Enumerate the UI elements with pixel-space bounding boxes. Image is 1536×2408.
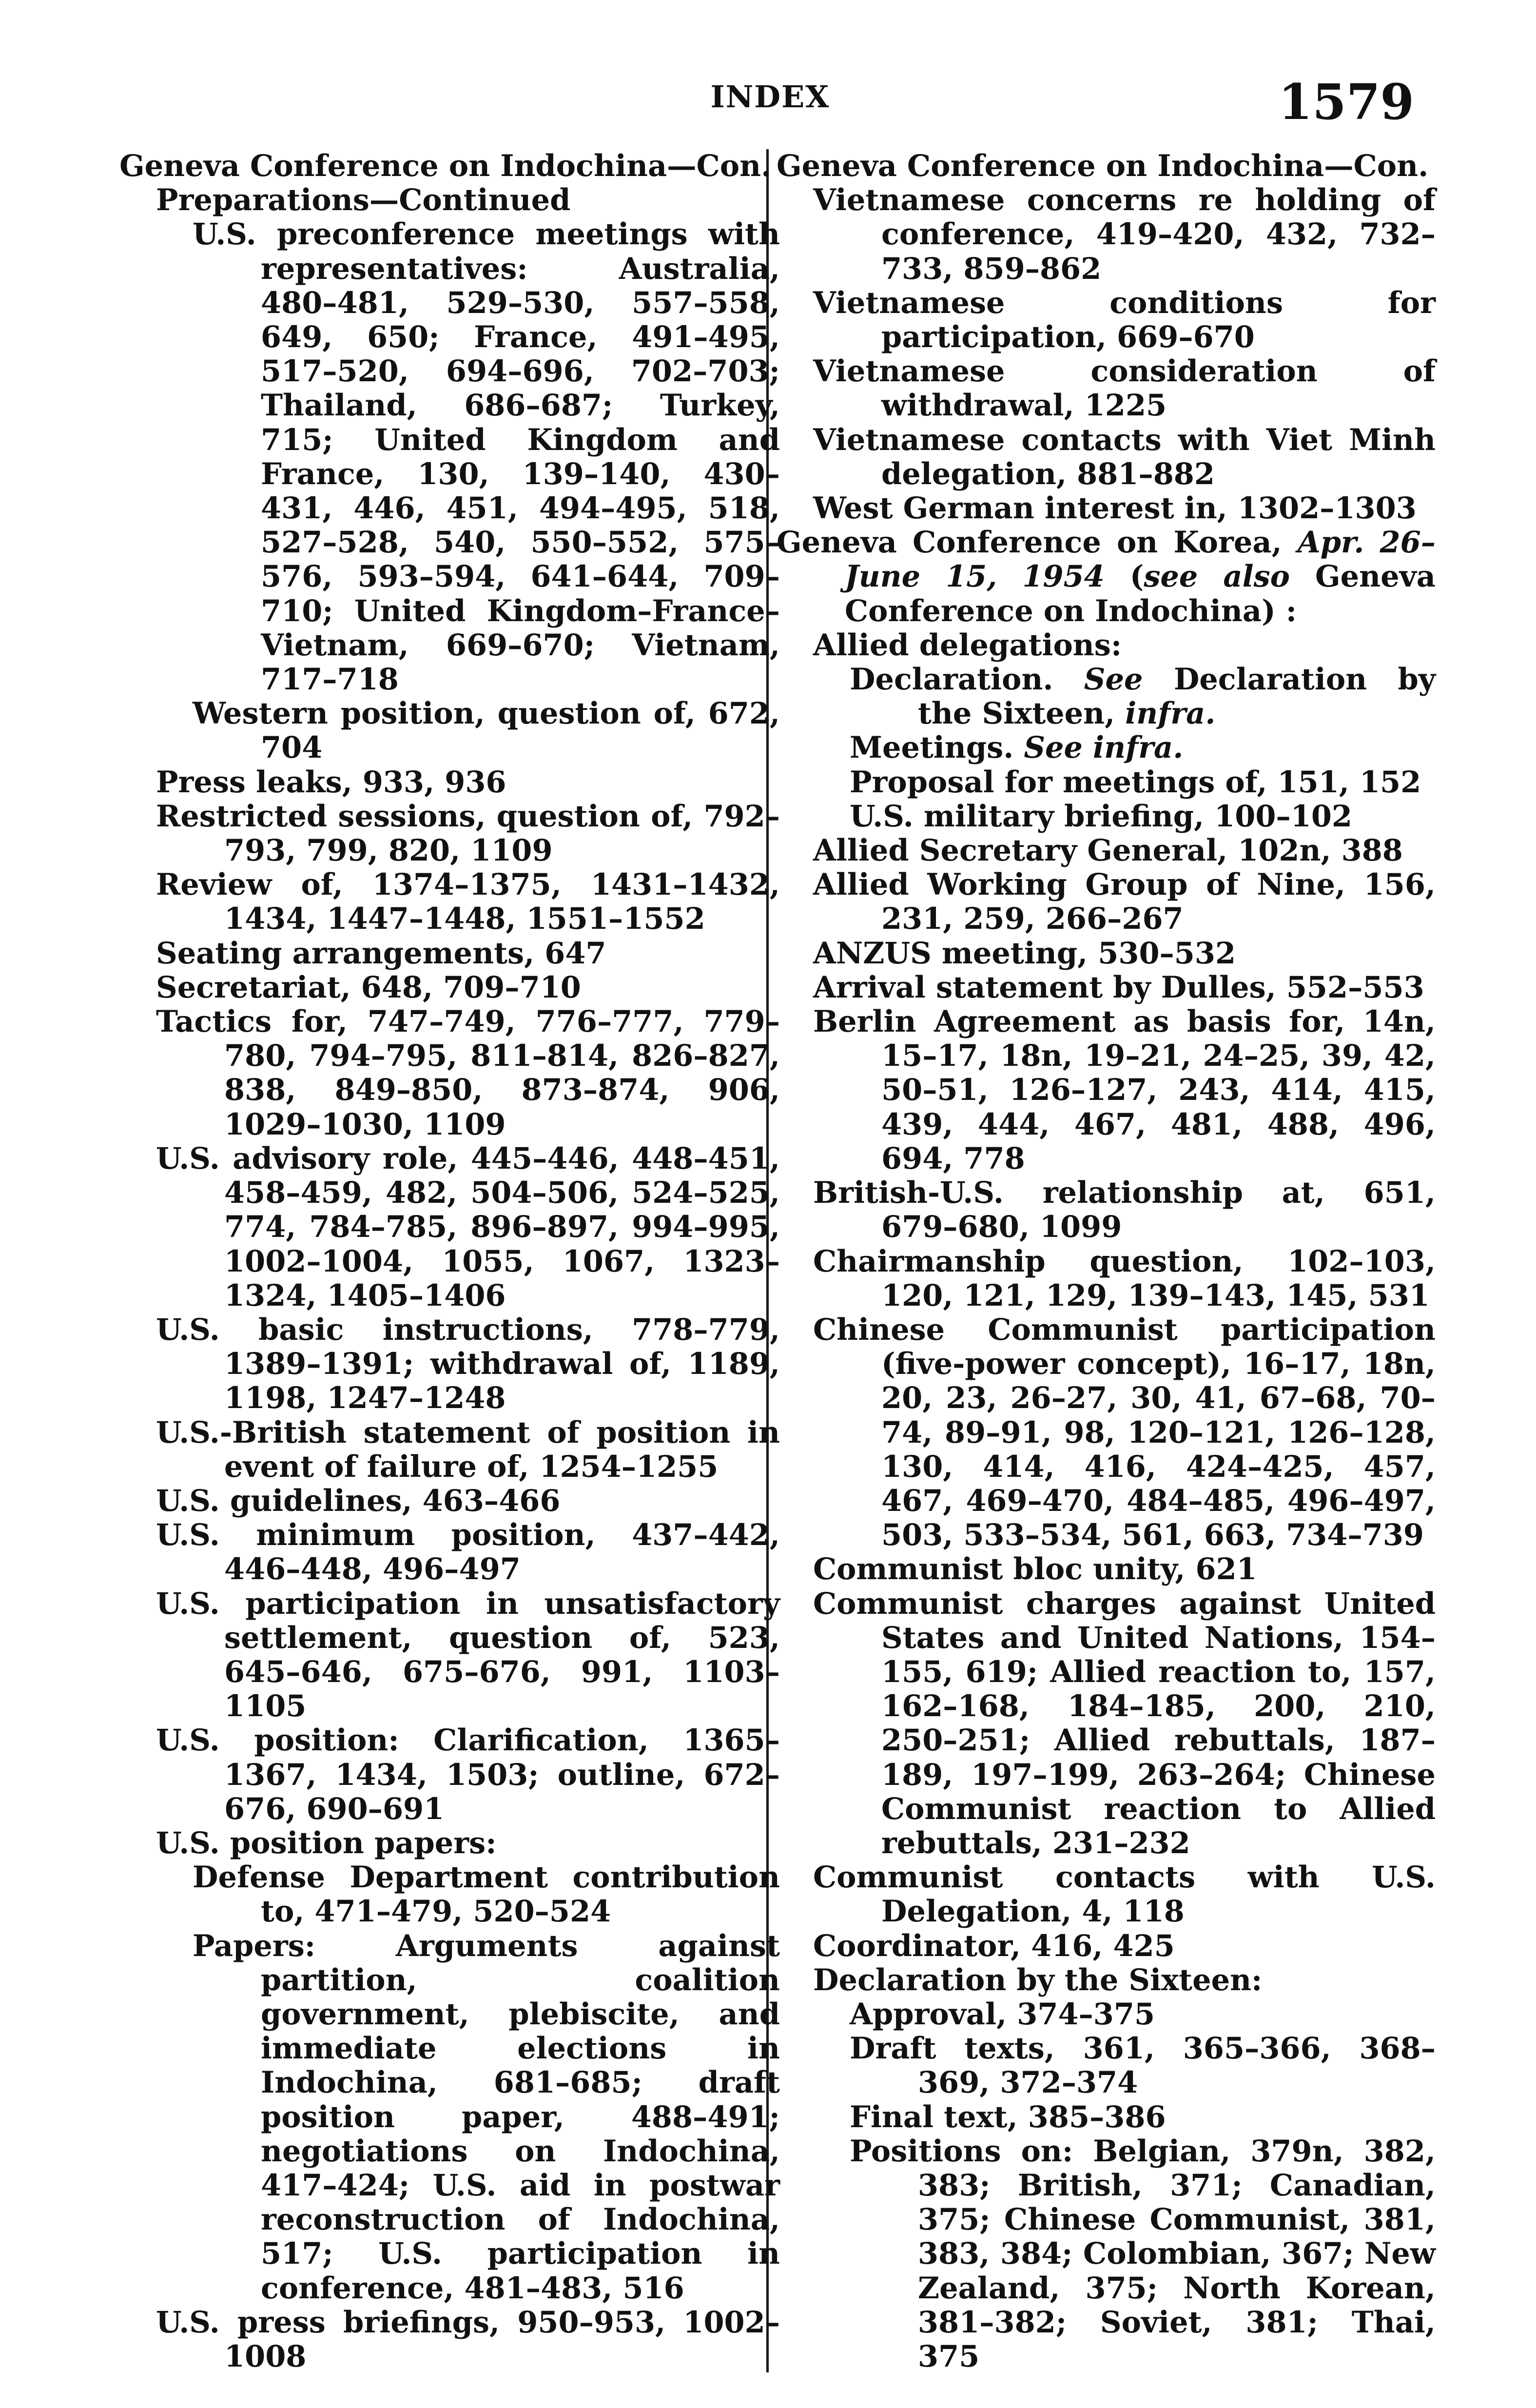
index-text: U.S.-British statement of position in event of failure of, 1254–1255 [156,1415,780,1484]
index-entry [850,2032,1436,2100]
index-text: Press leaks, 933, 936 [156,764,506,800]
index-entry [813,937,1436,971]
index-text: Vietnamese concerns re holding of conference, 419–420, 432, 732–733, 859–862 [813,183,1436,286]
index-entry [193,217,780,697]
index-text: Proposal for meetings of, 151, 152 [850,764,1421,800]
index-text: Declaration by the Sixteen: [813,1962,1263,1997]
index-entry [156,1518,780,1586]
index-text: Western position, question of, 672, 704 [193,696,780,765]
index-entry [850,2134,1436,2374]
index-entry [850,1997,1436,2032]
index-text: Vietnamese contacts with Viet Minh delegation, 881–882 [813,422,1436,491]
index-text: U.S. participation in unsatisfactory settlement, question of, 523, 645–646, 675–676, 991, 1103–1105 [156,1586,780,1724]
index-text: U.S. basic instructions, 778–779, 1389–1391; withdrawal of, 1189, 1198, 1247–1248 [156,1312,780,1416]
index-entry [813,423,1436,491]
index-italic-text: infra. [1125,696,1216,731]
index-entry: Geneva Conference on Korea, Apr. 26–June 15, 1954 (see also Geneva Conference on Indochina) : [777,525,1436,628]
index-text: Declaration. [850,662,1084,697]
index-text: Berlin Agreement as basis for, 14n, 15–17, 18n, 19–21, 24–25, 39, 42, 50–51, 126–127, 243, 414, 415, 439, 444, 467, 481, 488, 496, 694, 778 [813,1004,1436,1176]
index-text: U.S. position papers: [156,1825,497,1860]
index-entry [813,1929,1436,1963]
index-entry [156,1723,780,1826]
index-text: Geneva Conference on Indochina—Con. [119,149,772,183]
index-text: Draft texts, 361, 365–366, 368–369, 372–374 [850,2031,1436,2100]
index-italic-text: infra. [1093,730,1184,765]
index-entry [813,971,1436,1005]
index-text: Positions on: Belgian, 379n, 382, 383; British, 371; Canadian, 375; Chinese Communist, 381, 383, 384; Colombian, 367; New Zealand, 375; North Korean, 381–382; Soviet, 381; Thai, 375 [850,2134,1436,2374]
index-entry [813,1313,1436,1552]
index-text: Secretariat, 648, 709–710 [156,970,581,1005]
index-entry [813,1245,1436,1313]
index-entry [156,1416,780,1484]
index-text: U.S. guidelines, 463–466 [156,1483,561,1518]
index-entry [850,731,1436,765]
index-text: U.S. press briefings, 950–953, 1002–1008 [156,2305,780,2374]
page-header [0,73,1536,132]
index-text: Geneva Conference on Indochina—Con. [777,149,1429,183]
index-entry [193,1929,780,2306]
index-entry [193,1860,780,1929]
index-entry [156,1484,780,1518]
index-text: Chinese Communist participation (five-power concept), 16–17, 18n, 20, 23, 26–27, 30, 41, 67–68, 70–74, 89–91, 98, 120–121, 126–128, 130, 414, 416, 424–425, 457, 467, 469–470, 484–485, 496–497, 503, 533–534, 561, 663, 734–739 [813,1312,1436,1553]
index-text: Allied Secretary General, 102n, 388 [813,833,1403,868]
index-entry [156,1313,780,1416]
index-text: Allied delegations: [813,627,1122,663]
running-title: INDEX [710,79,830,115]
index-text: Allied Working Group of Nine, 156, 231, 259, 266–267 [813,867,1436,937]
index-entry [156,937,780,971]
index-text: West German interest in, 1302–1303 [813,491,1417,526]
index-entry [156,765,780,800]
index-italic-text: see also [1144,559,1290,594]
index-entry [813,868,1436,936]
index-text: Geneva Conference on Korea, [777,525,1298,560]
index-entry [813,183,1436,286]
index-entry [156,800,780,868]
index-entry [156,183,780,217]
index-italic-text: Apr. 26–June 15, 1954 [845,525,1436,594]
index-entry [850,765,1436,800]
index-entry [813,1005,1436,1176]
index-entry [813,834,1436,868]
index-text: Communist bloc unity, 621 [813,1552,1257,1587]
index-entry [813,491,1436,526]
index-entry [850,2100,1436,2134]
index-entry [777,149,1436,183]
index-entry [813,1587,1436,1861]
index-entry [156,868,780,936]
index-text: U.S. military briefing, 100–102 [850,799,1353,834]
index-text: Review of, 1374–1375, 1431–1432, 1434, 1447–1448, 1551–1552 [156,867,780,937]
page-number: 1579 [1278,73,1414,131]
index-entry [156,2306,780,2374]
index-entry [156,971,780,1005]
index-entry [813,286,1436,354]
index-entry [156,1005,780,1142]
index-text: British-U.S. relationship at, 651, 679–680, 1099 [813,1175,1436,1245]
index-entry [813,628,1436,663]
index-text: Preparations—Continued [156,183,571,218]
index-text: Restricted sessions, question of, 792–793, 799, 820, 1109 [156,799,780,868]
index-column-left [119,149,780,2374]
index-entry [156,1587,780,1724]
index-text: Geneva Conference on Indochina) : [845,559,1436,628]
index-entry [156,1826,780,1860]
index-text: U.S. preconference meetings with representatives: Australia, 480–481, 529–530, 557–558, 649, 650; France, 491–495, 517–520, 694–696, 702–703; Thailand, 686–687; Turkey, 715; United Kingdom and France, 130, 139–140, 430–431, 446, 451, 494–495, 518, 527–528, 540, 550–552, 575–576, 593–594, 641–644, 709–710; United Kingdom–France–Vietnam, 669–670; Vietnam, 717–718 [193,217,780,697]
index-entry [813,354,1436,423]
index-text: Vietnamese conditions for participation, 669–670 [813,285,1436,355]
index-text: Papers: Arguments against partition, coalition government, plebiscite, and immediate elections in Indochina, 681–685; draft position paper, 488–491; negotiations on Indochina, 417–424; U.S. aid in postwar reconstruction of Indochina, 517; U.S. participation in conference, 481–483, 516 [193,1928,780,2306]
index-text: Vietnamese consideration of withdrawal, 1225 [813,354,1436,423]
index-entry [156,1142,780,1313]
index-text [1083,730,1093,765]
index-text: U.S. position: Clarification, 1365–1367, 1434, 1503; outline, 672–676, 690–691 [156,1723,780,1826]
index-text: Seating arrangements, 647 [156,936,606,971]
index-entry [850,800,1436,834]
index-entry [813,1963,1436,1997]
index-text: U.S. advisory role, 445–446, 448–451, 458–459, 482, 504–506, 524–525, 774, 784–785, 896–897, 994–995, 1002–1004, 1055, 1067, 1323–1324, 1405–1406 [156,1141,780,1313]
index-entry [119,149,780,183]
index-text: Chairmanship question, 102–103, 120, 121, 129, 139–143, 145, 531 [813,1244,1436,1313]
index-text: ANZUS meeting, 530–532 [813,936,1236,971]
index-text: Coordinator, 416, 425 [813,1928,1175,1963]
index-italic-text: See [1084,662,1143,697]
index-text: Communist contacts with U.S. Delegation, 4, 118 [813,1860,1436,1929]
index-entry [850,663,1436,731]
index-text: Defense Department contribution to, 471–479, 520–524 [193,1860,780,1929]
index-entry [813,1176,1436,1244]
index-entry [813,1552,1436,1586]
index-text: Communist charges against United States and United Nations, 154–155, 619; Allied reaction to, 157, 162–168, 184–185, 200, 210, 250–251; Allied rebuttals, 187–189, 197–199, 263–264; Chinese Communist reaction to Allied rebuttals, 231–232 [813,1586,1436,1860]
index-text: Meetings. [850,730,1024,765]
index-entry [193,697,780,765]
index-column-right [777,149,1436,2374]
index-text: Final text, 385–386 [850,2099,1166,2134]
index-entry [813,1860,1436,1929]
index-text: Approval, 374–375 [850,1997,1155,2032]
index-text: Declaration by the Sixteen, [918,662,1436,731]
index-text: U.S. minimum position, 437–442, 446–448, 496–497 [156,1518,780,1587]
index-text: Tactics for, 747–749, 776–777, 779–780, 794–795, 811–814, 826–827, 838, 849–850, 873–874, 906, 1029–1030, 1109 [156,1004,780,1142]
index-italic-text: See [1024,730,1083,765]
index-text: Arrival statement by Dulles, 552–553 [813,970,1424,1005]
